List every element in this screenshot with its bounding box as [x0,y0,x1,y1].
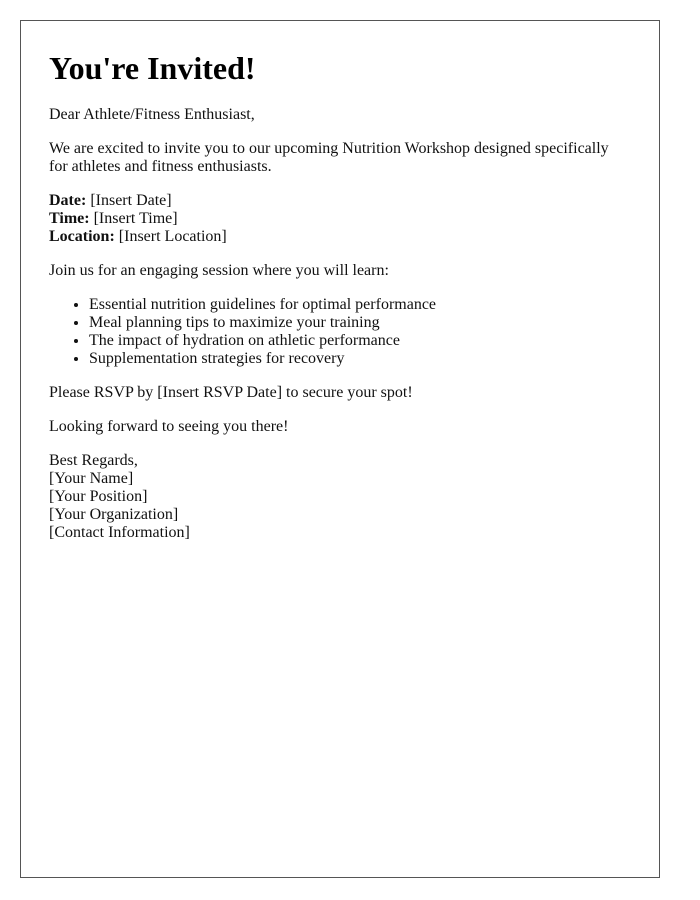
page-title: You're Invited! [49,50,256,86]
topic-list [49,296,631,368]
rsvp-line: Please RSVP by [Insert RSVP Date] to secure your spot! [49,384,413,401]
invitation-letter [20,20,660,878]
list-item: • Supplementation strategies for recovery [89,350,631,368]
signer-contact: [Contact Information] [49,524,190,541]
list-item: • The impact of hydration on athletic performance [89,332,631,350]
learn-intro: Join us for an engaging session where you will learn: [49,262,389,279]
closing-line: Looking forward to seeing you there! [49,418,289,435]
time-label: Time: [49,210,90,227]
date-value: [Insert Date] [90,192,172,209]
list-item: • Essential nutrition guidelines for optimal performance [89,296,631,314]
signer-name: [Your Name] [49,470,134,487]
time-value: [Insert Time] [93,210,178,227]
greeting: Dear Athlete/Fitness Enthusiast, [49,106,255,123]
date-line [49,192,631,210]
time-line [49,210,631,228]
list-item: • Meal planning tips to maximize your training [89,314,631,332]
sign-off: Best Regards, [49,452,138,469]
signer-organization: [Your Organization] [49,506,179,523]
event-details [49,192,631,246]
signature-block [49,452,631,542]
location-label: Location: [49,228,115,245]
signer-position: [Your Position] [49,488,148,505]
intro-paragraph: We are excited to invite you to our upcoming Nutrition Workshop designed specifically for athletes and fitness enthusiasts. [49,140,609,175]
location-line [49,228,631,246]
location-value: [Insert Location] [118,228,227,245]
date-label: Date: [49,192,87,209]
